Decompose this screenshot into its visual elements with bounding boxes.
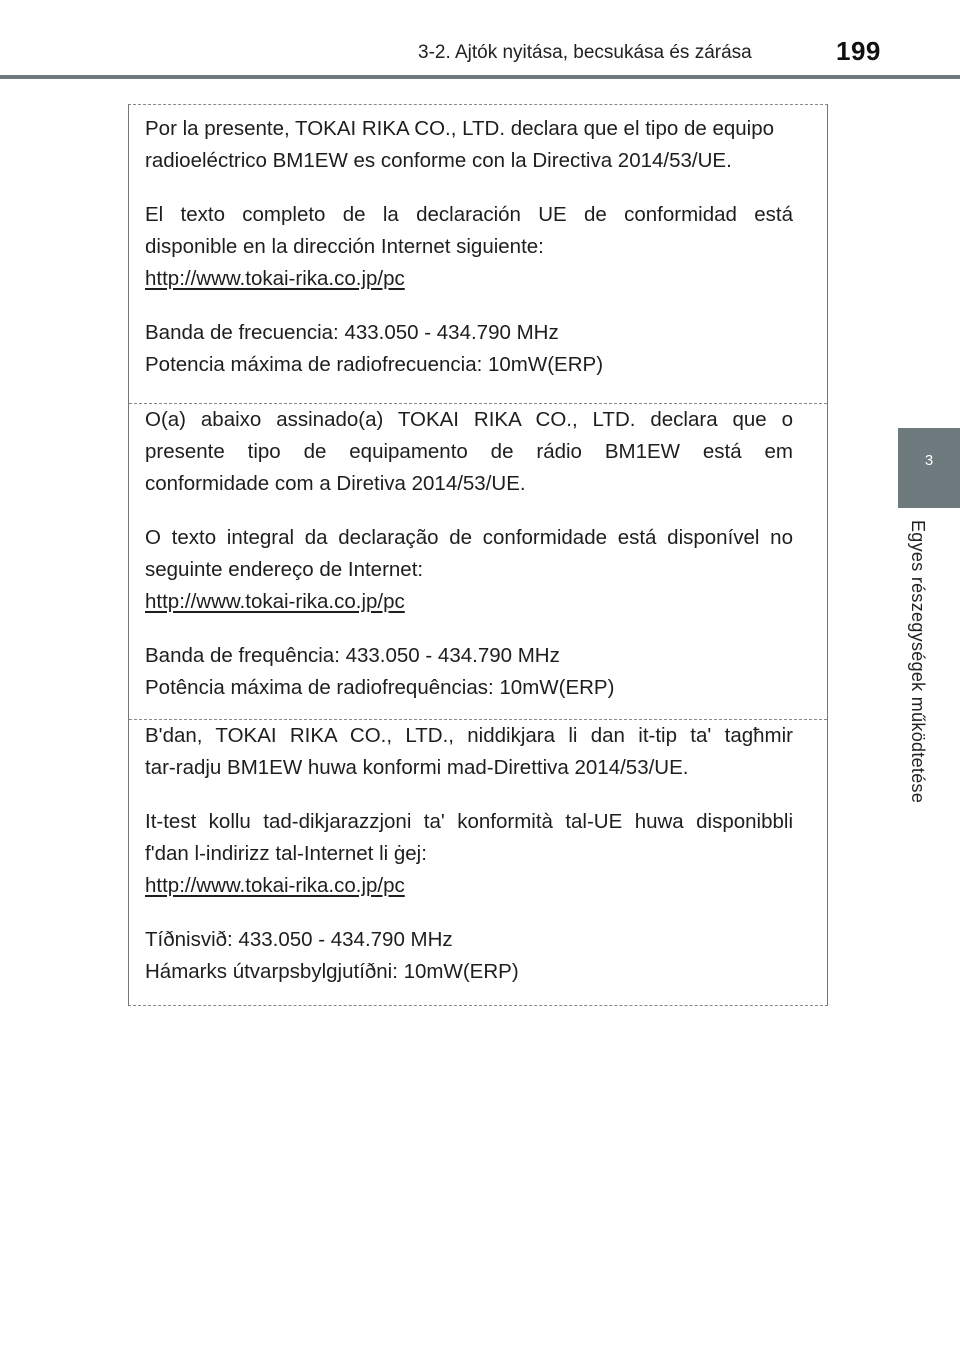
chapter-tab-number: 3	[924, 452, 934, 469]
text-line: tar-radju BM1EW huwa konformi mad-Direttiva 2014/53/UE.	[145, 756, 689, 779]
declaration-spanish	[129, 113, 827, 381]
text-line: It-test kollu tad-dikjarazzjoni ta' konformità tal-UE huwa disponibbli	[145, 810, 793, 833]
text-line: Potencia máxima de radiofrecuencia: 10mW(ERP)	[145, 353, 604, 376]
text-line: f'dan l-indirizz tal-Internet li ġej:	[145, 842, 427, 865]
declaration-box	[128, 104, 828, 1006]
text-line: conformidade com a Diretiva 2014/53/UE.	[145, 472, 526, 495]
text-line: O(a) abaixo assinado(a) TOKAI RIKA CO., LTD. declara que o	[145, 408, 793, 431]
page-number: 199	[836, 36, 881, 66]
chapter-section-title: 3-2. Ajtók nyitása, becsukása és zárása	[418, 42, 752, 63]
declaration-maltese	[129, 719, 827, 988]
text-line: disponible en la dirección Internet siguiente:	[145, 235, 544, 258]
text-line: Banda de frequência: 433.050 - 434.790 MHz	[145, 644, 560, 667]
declaration-url[interactable]: http://www.tokai-rika.co.jp/pc	[145, 267, 405, 290]
text-line: Por la presente, TOKAI RIKA CO., LTD. declara que el tipo de equipo	[145, 117, 775, 140]
text-line: Hámarks útvarpsbylgjutíðni: 10mW(ERP)	[145, 960, 519, 983]
text-line: O texto integral da declaração de conformidade está disponível no	[145, 526, 793, 549]
text-line: B'dan, TOKAI RIKA CO., LTD., niddikjara li dan it-tip ta' tagħmir	[145, 724, 793, 747]
declaration-portuguese	[129, 403, 827, 704]
chapter-tab	[898, 428, 960, 508]
text-line: Potência máxima de radiofrequências: 10mW(ERP)	[145, 676, 615, 699]
text-line: radioeléctrico BM1EW es conforme con la Directiva 2014/53/UE.	[145, 149, 732, 172]
text-line: seguinte endereço de Internet:	[145, 558, 424, 581]
declaration-url[interactable]: http://www.tokai-rika.co.jp/pc	[145, 590, 405, 613]
text-line: presente tipo de equipamento de rádio BM1EW está em	[145, 440, 793, 463]
text-line: El texto completo de la declaración UE de conformidad está	[145, 203, 793, 226]
text-line: Banda de frecuencia: 433.050 - 434.790 MHz	[145, 321, 559, 344]
declaration-url[interactable]: http://www.tokai-rika.co.jp/pc	[145, 874, 405, 897]
header-rule	[0, 75, 960, 79]
text-line: Tíðnisvið: 433.050 - 434.790 MHz	[145, 928, 453, 951]
chapter-side-caption: Egyes részegységek működtetése	[908, 520, 928, 804]
